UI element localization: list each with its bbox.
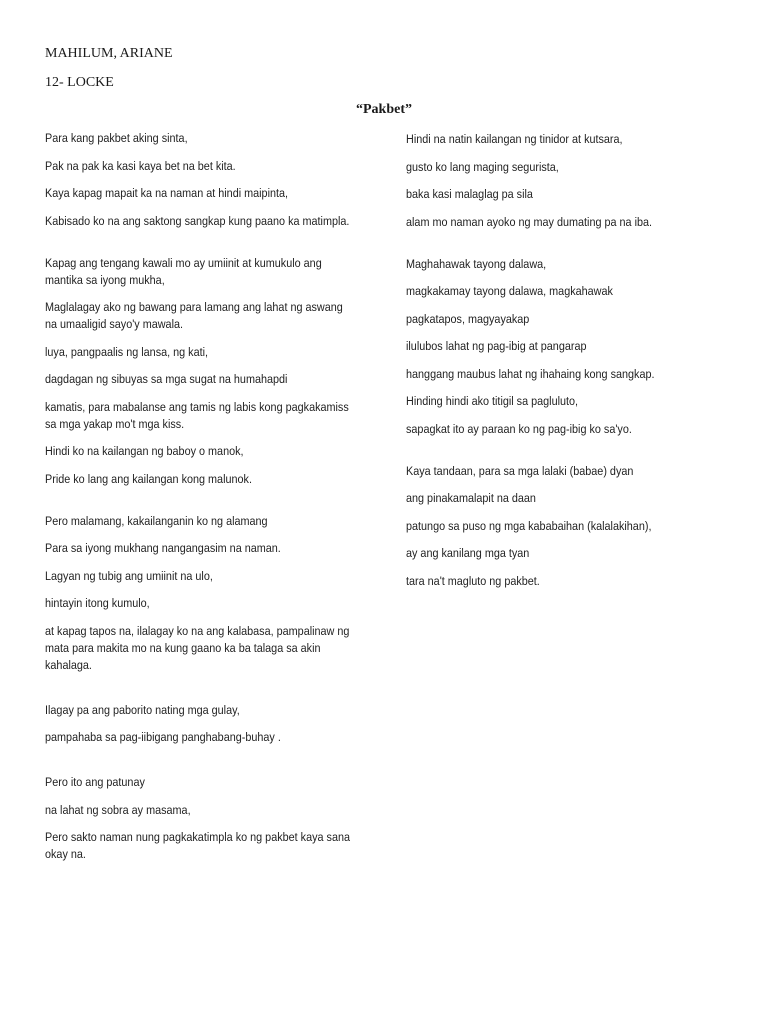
poem-line: Kaya kapag mapait ka na naman at hindi maipinta, — [45, 186, 289, 200]
poem-line: at kapag tapos na, ilalagay ko na ang kalabasa, pampalinaw ng mata para makita mo na kung gaano ka ba talaga sa akin kahalaga. — [45, 623, 350, 672]
poem-line: Pak na pak ka kasi kaya bet na bet kita. — [45, 158, 236, 173]
poem-line: Kabisado ko na ang saktong sangkap kung paano ka matimpla. — [45, 213, 350, 228]
poem-line: patungo sa puso ng mga kababaihan (kalalakihan), — [406, 518, 652, 533]
poem-line: pampahaba sa pag-iibigang panghabang-buhay . — [45, 730, 281, 744]
poem-line: Hindi na natin kailangan ng tinidor at kutsara, — [406, 132, 623, 146]
poem-line: baka kasi malaglag pa sila — [406, 187, 533, 201]
poem-line: sapagkat ito ay paraan ko ng pag-ibig ko sa'yo. — [406, 421, 632, 436]
poem-line: luya, pangpaalis ng lansa, ng kati, — [45, 344, 209, 359]
poem-line: Maghahawak tayong dalawa, — [406, 256, 547, 271]
poem-line: na lahat ng sobra ay masama, — [45, 802, 191, 817]
poem-line: ilulubos lahat ng pag-ibig at pangarap — [406, 339, 587, 353]
poem-line: tara na't magluto ng pakbet. — [406, 573, 540, 588]
poem-line: Kapag ang tengang kawali mo ay umiinit at kumukulo ang mantika sa iyong mukha, — [45, 255, 322, 287]
poem-line: Pero ito ang patunay — [45, 775, 145, 789]
poem-line: Para sa iyong mukhang nangangasim na naman. — [45, 541, 281, 555]
class-section: 12- LOCKE — [45, 75, 114, 90]
poem-right-column — [406, 131, 710, 600]
poem-line: Para kang pakbet aking sinta, — [45, 131, 188, 145]
poem-line: Pero sakto naman nung pagkakatimpla ko ng pakbet kaya sana okay na. — [45, 830, 351, 861]
poem-line: Hinding hindi ako titigil sa pagluluto, — [406, 394, 579, 408]
poem-line: gusto ko lang maging segurista, — [406, 159, 559, 174]
author-name: MAHILUM, ARIANE — [45, 46, 173, 61]
poem-line: Maglalagay ako ng bawang para lamang ang lahat ng aswang na umaaligid sayo'y mawala. — [45, 300, 343, 331]
poem-line: Ilagay pa ang paborito nating mga gulay, — [45, 702, 240, 717]
poem-line: dagdagan ng sibuyas sa mga sugat na humahapdi — [45, 372, 288, 386]
poem-line: hintayin itong kumulo, — [45, 596, 150, 610]
poem-line: Hindi ko na kailangan ng baboy o manok, — [45, 444, 244, 458]
poem-line: Pride ko lang ang kailangan kong malunok. — [45, 471, 252, 486]
poem-line: pagkatapos, magyayakap — [406, 311, 530, 326]
poem-line: kamatis, para mabalanse ang tamis ng labis kong pagkakamiss sa mga yakap mo't mga kiss. — [45, 399, 349, 431]
poem-title: “Pakbet” — [356, 102, 412, 117]
poem-line: alam mo naman ayoko ng may dumating pa na iba. — [406, 214, 653, 229]
poem-line: Pero malamang, kakailanganin ko ng alamang — [45, 513, 268, 528]
poem-left-column — [45, 130, 353, 874]
poem-line: hanggang maubus lahat ng ihahaing kong sangkap. — [406, 366, 655, 381]
poem-line: ang pinakamalapit na daan — [406, 491, 536, 505]
poem-line: magkakamay tayong dalawa, magkahawak — [406, 284, 613, 298]
poem-line: ay ang kanilang mga tyan — [406, 546, 530, 560]
poem-line: Kaya tandaan, para sa mga lalaki (babae) dyan — [406, 463, 634, 478]
poem-line: Lagyan ng tubig ang umiinit na ulo, — [45, 568, 213, 583]
